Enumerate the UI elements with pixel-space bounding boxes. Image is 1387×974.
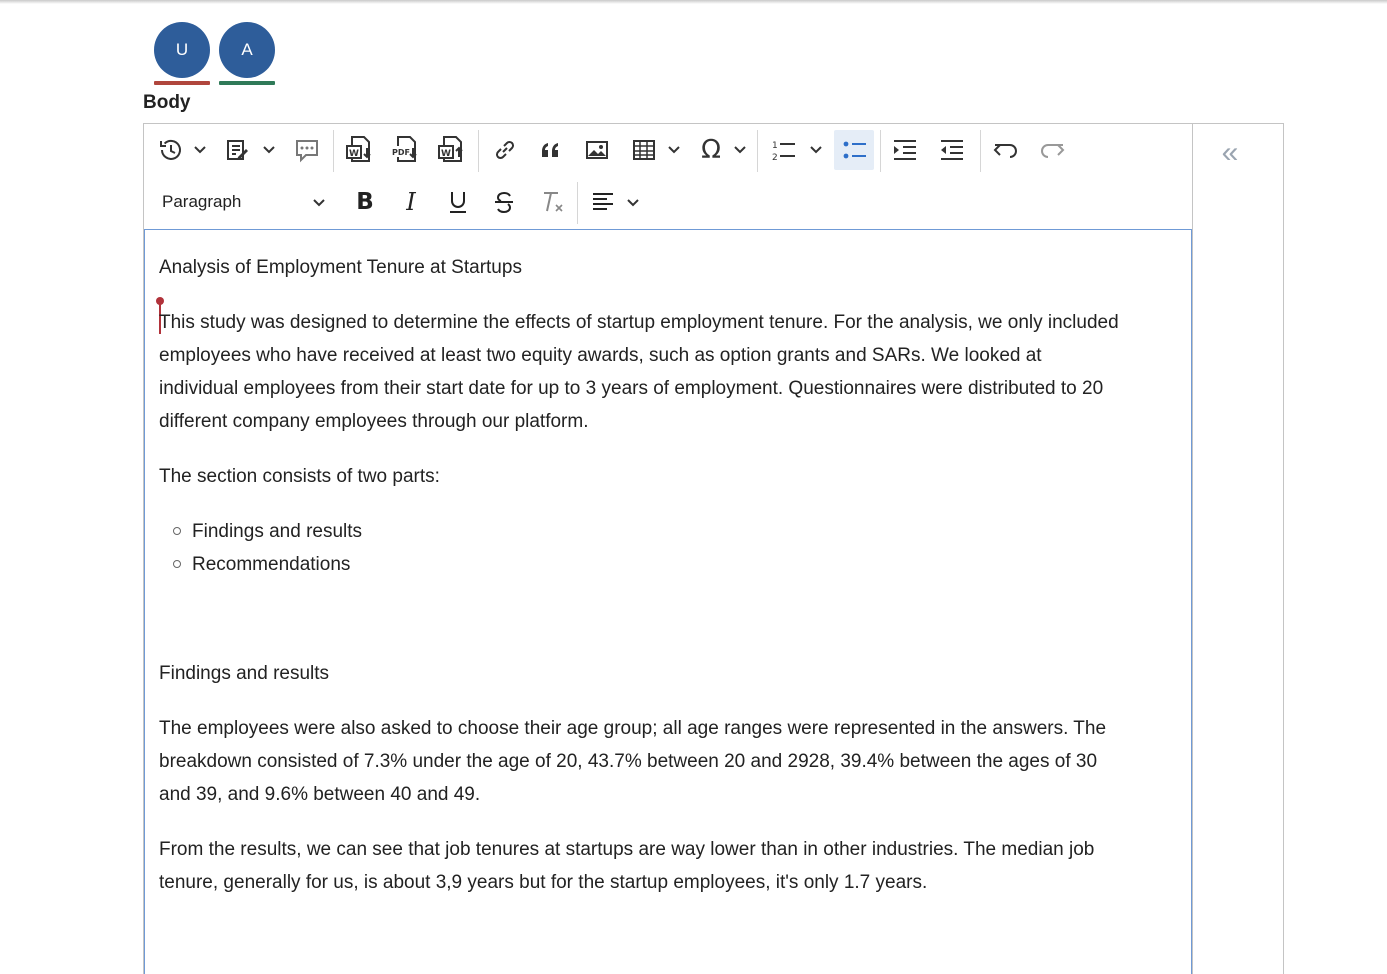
strikethrough-icon[interactable] bbox=[488, 186, 520, 218]
comment-icon[interactable] bbox=[290, 134, 324, 166]
paragraph-style-chevron-icon bbox=[312, 196, 326, 214]
toolbar-separator bbox=[333, 130, 334, 172]
svg-text:W: W bbox=[349, 149, 359, 159]
underline-icon[interactable] bbox=[442, 186, 474, 218]
align-dropdown-chevron-icon[interactable] bbox=[626, 196, 640, 214]
history-icon[interactable] bbox=[154, 134, 188, 166]
history-dropdown-chevron-icon[interactable] bbox=[193, 143, 207, 161]
intro-line-1: This study was designed to determine the effects of startup employment tenure. For the analysis, we only included bbox=[159, 312, 1119, 333]
undo-icon[interactable] bbox=[989, 134, 1023, 166]
avatar-u-presence-bar bbox=[154, 81, 210, 85]
outdent-icon[interactable] bbox=[935, 134, 969, 166]
export-word-icon[interactable] bbox=[434, 132, 468, 166]
list-bullet-icon bbox=[173, 560, 181, 568]
table-icon[interactable] bbox=[627, 134, 661, 166]
toolbar-separator bbox=[880, 130, 881, 172]
svg-text:1: 1 bbox=[772, 141, 778, 151]
toolbar-separator bbox=[757, 130, 758, 172]
numbered-list-icon[interactable] bbox=[766, 134, 800, 166]
bulleted-list-icon[interactable] bbox=[834, 130, 874, 170]
user-avatar-a[interactable] bbox=[219, 22, 275, 78]
intro-line-3: individual employees from their start date for up to 3 years of employment. Questionnaires were distributed to 20 bbox=[159, 378, 1104, 399]
table-dropdown-chevron-icon[interactable] bbox=[667, 143, 681, 161]
special-characters-icon[interactable]: Ω bbox=[701, 135, 721, 165]
expand-sidebar-icon[interactable]: « bbox=[1221, 136, 1239, 169]
special-characters-dropdown-chevron-icon[interactable] bbox=[733, 143, 747, 161]
section-intro: The section consists of two parts: bbox=[159, 466, 440, 487]
avatar-initial: U bbox=[175, 40, 189, 59]
blockquote-icon[interactable] bbox=[534, 134, 568, 166]
user-avatar-u[interactable] bbox=[154, 22, 210, 78]
bold-icon[interactable]: B bbox=[356, 189, 374, 215]
toolbar-separator bbox=[980, 130, 981, 172]
avatar-initial: A bbox=[241, 40, 253, 59]
list-item: Findings and results bbox=[192, 521, 363, 542]
svg-text:2: 2 bbox=[772, 153, 778, 163]
review-dropdown-chevron-icon[interactable] bbox=[262, 143, 276, 161]
list-bullet-icon bbox=[173, 527, 181, 535]
avatar-a-presence-bar bbox=[219, 81, 275, 85]
findings-heading: Findings and results bbox=[159, 663, 330, 684]
link-icon[interactable] bbox=[488, 134, 522, 166]
list-item: Recommendations bbox=[192, 554, 351, 575]
svg-text:W: W bbox=[441, 149, 451, 159]
numbered-list-dropdown-chevron-icon[interactable] bbox=[809, 143, 823, 161]
toolbar-separator bbox=[478, 130, 479, 172]
intro-line-2: employees who have received at least two equity awards, such as option grants and SARs. We looked at bbox=[159, 345, 1042, 366]
findings-line-2: breakdown consisted of 7.3% under the age of 20, 43.7% between 20 and 2928, 39.4% between the ages of 30 bbox=[159, 751, 1098, 772]
italic-icon[interactable]: I bbox=[406, 188, 416, 216]
review-icon[interactable] bbox=[222, 134, 254, 166]
results-line-1: From the results, we can see that job tenures at startups are way lower than in other industries. The median job bbox=[159, 839, 1095, 860]
align-icon[interactable] bbox=[587, 186, 619, 218]
window-top-edge bbox=[0, 0, 1387, 4]
indent-icon[interactable] bbox=[888, 134, 922, 166]
paragraph-style-dropdown[interactable] bbox=[154, 184, 334, 220]
editor-content[interactable] bbox=[144, 229, 1192, 974]
export-pdf-icon[interactable] bbox=[388, 132, 422, 166]
document-title: Analysis of Employment Tenure at Startups bbox=[159, 257, 522, 278]
toolbar-separator bbox=[577, 182, 578, 224]
paragraph-style-value: Paragraph bbox=[162, 192, 242, 211]
redo-icon[interactable] bbox=[1035, 134, 1069, 166]
findings-line-1: The employees were also asked to choose their age group; all age ranges were represented in the answers. The bbox=[159, 718, 1107, 739]
results-line-2: tenure, generally for us, is about 3,9 years but for the startup employees, it's only 1.7 years. bbox=[159, 872, 928, 893]
image-icon[interactable] bbox=[580, 134, 614, 166]
findings-line-3: and 39, and 9.6% between 40 and 49. bbox=[159, 784, 481, 805]
remove-format-icon[interactable] bbox=[535, 186, 569, 218]
intro-line-4: different company employees through our platform. bbox=[159, 411, 589, 432]
import-word-icon[interactable] bbox=[342, 132, 376, 166]
field-label: Body bbox=[143, 92, 191, 113]
svg-text:PDF: PDF bbox=[392, 148, 410, 157]
